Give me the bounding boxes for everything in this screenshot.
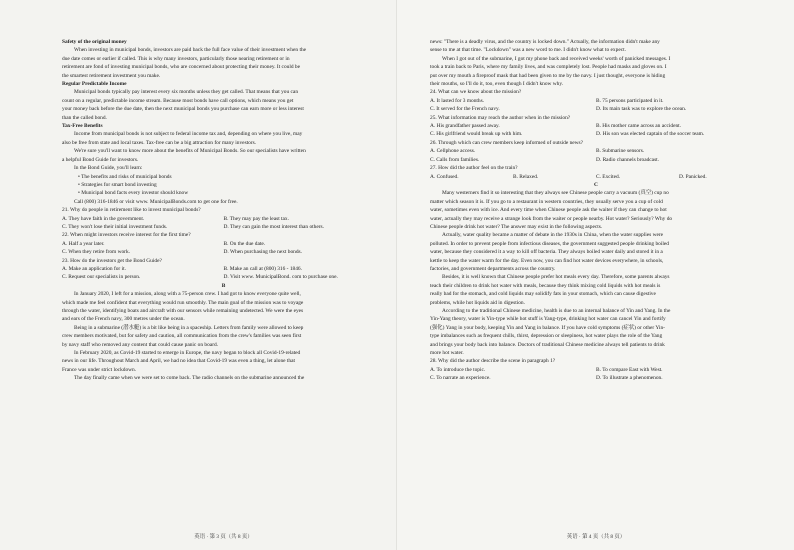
answer-option: D. When purchasing the next bonds.	[223, 249, 302, 256]
text-line: sense to me at that time. "Lockdown" was a new word to me. I didn't know what to expect.	[430, 47, 626, 54]
answer-option: C. Request our specialists in person.	[62, 274, 141, 281]
text-line: In the Bond Guide, you'll learn:	[74, 165, 143, 172]
text-line: than the called bond.	[62, 114, 107, 121]
text-line: which made me feel confident that everything would run smoothly. The main goal of the mission was to voyage	[62, 299, 304, 306]
text-line: According to the traditional Chinese medicine, health is due to an internal balance of Yin and Yang. In the	[442, 308, 671, 314]
text-line: matter which season it is. If you go to a restaurant in western countries, they usually serve you a cup of cold	[430, 198, 663, 205]
text-line: their mouths, so I'll do it, too, even though I didn't know why.	[430, 81, 564, 88]
text-line: due date comes or earlier if called. This is why many investors, particularly those nearing retirement or in	[62, 55, 290, 62]
answer-options	[430, 366, 762, 374]
answer-option: A. It lasted for 3 months.	[430, 97, 485, 104]
answer-option: B. Relaxed.	[513, 173, 539, 180]
text-line: problems, while hot liquids aid in digestion.	[430, 299, 525, 306]
section-heading: Safety of the original money	[62, 39, 127, 45]
text-line: Yin-Yang theory, water is Yin-type while hot stuff is Yang-type, drinking hot water can cancel Yin and fortify	[430, 316, 666, 323]
page-4-text	[430, 38, 762, 383]
text-line: The day finally came when we were set to come back. The radio channels on the submarine announced the	[74, 375, 305, 382]
text-line: crew members motivated, but for safety and caution, all communication from the crew's families was seen first	[62, 333, 302, 340]
answer-option: A. To introduce the topic.	[430, 366, 486, 373]
answer-options	[430, 122, 762, 130]
answer-option: A. Confused.	[430, 173, 459, 180]
text-line: Call (800) 316-1846 or visit www. MunicipalBonds.com to get one for free.	[74, 198, 238, 205]
text-line: Besides, it is well known that Chinese people prefer hot meals every day. Therefore, some parents always	[442, 274, 670, 281]
answer-option: C. It served for the French navy.	[430, 106, 500, 113]
text-line: type imbalances such as frequent chills, thirst, depression or sleepiness, hot water plays the role of the Yang	[430, 333, 663, 340]
text-line: We're sure you'll want to know more about the benefits of Municipal Bonds. So our specialists have written	[74, 148, 306, 155]
answer-option: B. On the due date.	[223, 240, 266, 247]
text-line: through the water, identifying boats and aircraft with our sensors while remaining undetected. We were the eyes	[62, 308, 304, 314]
text-line: Actually, water quality became a matter of debate in the 1930s in China, when the water supplies were	[442, 232, 664, 239]
text-line: news in our life. Throughout March and April, we had no idea that Covid-19 was even a thing, let alone that	[62, 358, 295, 365]
answer-option: C. Excited.	[596, 173, 621, 180]
answer-options	[430, 97, 762, 105]
text-line: • Strategies for smart bond investing	[78, 181, 157, 188]
text-line: France was under strict lockdown.	[62, 366, 137, 373]
text-line: really bad for the stomach, and cold liquids may solidify fats in your stomach, which can cause digestive	[430, 291, 656, 298]
text-line: 21. Why do people in retirement like to invest municipal bonds?	[62, 207, 201, 214]
answer-option: D. His son was elected captain of the soccer team.	[596, 131, 705, 138]
answer-option: B. 75 persons participated in it.	[596, 97, 664, 104]
text-line: count on a regular, predictable income stream. Because most bonds have call options, which means you get	[62, 97, 294, 104]
answer-option: A. His grandfather passed away.	[430, 123, 500, 130]
text-line: In February 2020, as Covid-19 started to emerge in Europe, the navy began to block all Covid-19-related	[74, 350, 301, 357]
answer-options	[62, 223, 385, 231]
exam-page-4	[397, 0, 794, 550]
text-line: Many westerners find it so interesting that they always see Chinese people carry a vacuum (真空) cup no	[442, 190, 669, 197]
text-line: a helpful Bond Guide for investors.	[62, 156, 139, 163]
answer-option: C. To narrate an experience.	[430, 375, 491, 382]
text-line: the smartest retirement investment you make.	[62, 72, 161, 79]
answer-options	[430, 105, 762, 113]
text-line: 23. How do the investors get the Bond Guide?	[62, 257, 162, 264]
answer-option: D. Panicked.	[679, 173, 707, 180]
answer-option: C. His girlfriend would break up with him.	[430, 131, 523, 138]
text-line: In January 2020, I left for a mission, along with a 75-person crew. I had got to know everyone quite well,	[74, 291, 301, 298]
text-line: • The benefits and risks of municipal bonds	[78, 173, 172, 180]
text-line: When I got out of the submarine, I got my phone back and received weeks' worth of panicked messages. I	[442, 55, 671, 62]
text-line: Chinese people drink hot water? The answer may exist in the following aspects.	[430, 223, 603, 230]
text-line: 24. What can we know about the mission?	[430, 89, 522, 96]
text-line: When investing in municipal bonds, investors are paid back the full face value of their investment when the	[74, 47, 307, 54]
passage-label: C	[594, 181, 598, 188]
answer-options	[62, 240, 385, 248]
answer-option: B. Make an call at (800) 316 - 1846.	[223, 265, 302, 272]
text-line: factories, and government departments across the country.	[430, 265, 556, 272]
text-line: polluted. In order to prevent people from infectious diseases, the government suggested people drinking boiled	[430, 240, 669, 247]
answer-options	[430, 374, 762, 382]
answer-option: A. Half a year later.	[62, 240, 105, 247]
text-line: also be free from state and local taxes. Tax-free can be a big attraction for many investors.	[62, 139, 257, 146]
text-line: your money back before the due date, then the next municipal bonds you purchase can earn more or less interest	[62, 106, 304, 113]
text-line: (强化) Yang in your body, keeping Yin and Yang in balance. If you have cold symptoms (症状) or other Yin-	[430, 324, 665, 331]
answer-options	[62, 273, 385, 281]
answer-option: A. Make an application for it.	[62, 265, 126, 272]
answer-option: A. They have faith in the government.	[62, 215, 145, 222]
answer-option: D. Visit www. MunicipalBond. com to purchase one.	[223, 274, 338, 281]
text-line: Income from municipal bonds is not subject to federal income tax and, depending on where you live, may	[74, 131, 303, 138]
text-line: kettle to keep the water warm for the day. Even now, you can find hot water devices everywhere, in schools,	[430, 257, 664, 264]
text-line: Being in a submarine (潜水艇) is a bit like being in a spaceship. Letters from family were allowed to keep	[74, 324, 304, 331]
text-line: put over my mouth a fireproof mask that had been given to me by the navy. I just thought, everyone is hiding	[430, 72, 666, 79]
answer-option: D. They can gain the most interest than others.	[223, 223, 325, 230]
text-line: news: "There is a deadly virus, and the country is locked down." Actually, the information didn't make any	[430, 39, 660, 45]
answer-option: C. They won't lose their initial investment funds.	[62, 223, 168, 230]
answer-option: D. Radio channels broadcast.	[596, 156, 660, 163]
text-line: • Municipal bond facts every investor should know	[78, 190, 189, 197]
answer-options	[430, 156, 762, 164]
page-3-footer: 英语 · 第 3 页（共 8 页）	[194, 534, 253, 540]
page-4-footer: 英语 · 第 4 页（共 8 页）	[566, 534, 626, 540]
answer-options	[430, 130, 762, 138]
section-heading: Regular Predictable Income	[62, 81, 127, 88]
text-line: 22. When might investors receive interest for the first time?	[62, 232, 191, 239]
text-line: and ears of the French navy, 300 metres under the ocean.	[62, 316, 185, 323]
text-line: 28. Why did the author describe the scene in paragraph 1?	[430, 358, 556, 365]
text-line: 27. How did the author feel on the train?	[430, 165, 518, 172]
text-line: retirement are fond of investing municipal bonds, who are concerned about protecting their money. It could be	[62, 64, 300, 71]
text-line: 25. What information may reach the author when in the mission?	[430, 114, 571, 121]
text-line: water, sometimes even with ice. And every time when Chinese people ask the waiter if they can change to hot	[430, 207, 667, 214]
answer-option: D. To illustrate a phenomenon.	[596, 375, 663, 382]
page-3-text	[62, 38, 385, 383]
answer-option: C. Calls from families.	[430, 156, 480, 163]
text-line: and brings your body back into balance. Doctors of traditional Chinese medicine always tell patients to drink	[430, 341, 665, 348]
text-line: water, actually they may receive a strange look from the waiter or people nearby. Hot water? Seriously? Why do	[430, 215, 673, 222]
passage-label: B	[221, 282, 226, 289]
text-line: more hot water.	[430, 350, 464, 357]
answer-option: D. Its main task was to explore the ocean.	[596, 106, 687, 113]
answer-option: B. His mother came across an accident.	[596, 123, 682, 130]
text-line: Municipal bonds typically pay interest every six months unless they get called. That means that you can	[74, 89, 299, 96]
answer-option: B. Submarine sensors.	[596, 148, 645, 155]
answer-options	[62, 265, 385, 273]
answer-options	[62, 248, 385, 256]
answer-options	[430, 173, 762, 181]
answer-option: B. They may pay the least tax.	[223, 215, 289, 222]
section-heading: Tax-Free Benefits	[62, 123, 103, 130]
text-line: by navy staff who removed any content that could cause panic on board.	[62, 341, 219, 348]
text-line: teach their children to drink hot water with meals, because they think mixing cold liquids with hot meals is	[430, 282, 661, 289]
text-line: took a train back to Paris, where my family lives, and was completely lost. People had masks and gloves on. I	[430, 64, 667, 71]
answer-options	[430, 147, 762, 155]
answer-option: C. When they retire from work.	[62, 249, 131, 256]
answer-option: A. Cellphone access.	[430, 148, 476, 155]
text-line: 26. Through which can crew members keep informed of outside news?	[430, 139, 584, 146]
answer-option: B. To compare East with West.	[596, 366, 663, 373]
text-line: water, because they considered it a way to kill off bacteria. They always boiled water daily and stored it in a	[430, 249, 663, 256]
answer-options	[62, 215, 385, 223]
